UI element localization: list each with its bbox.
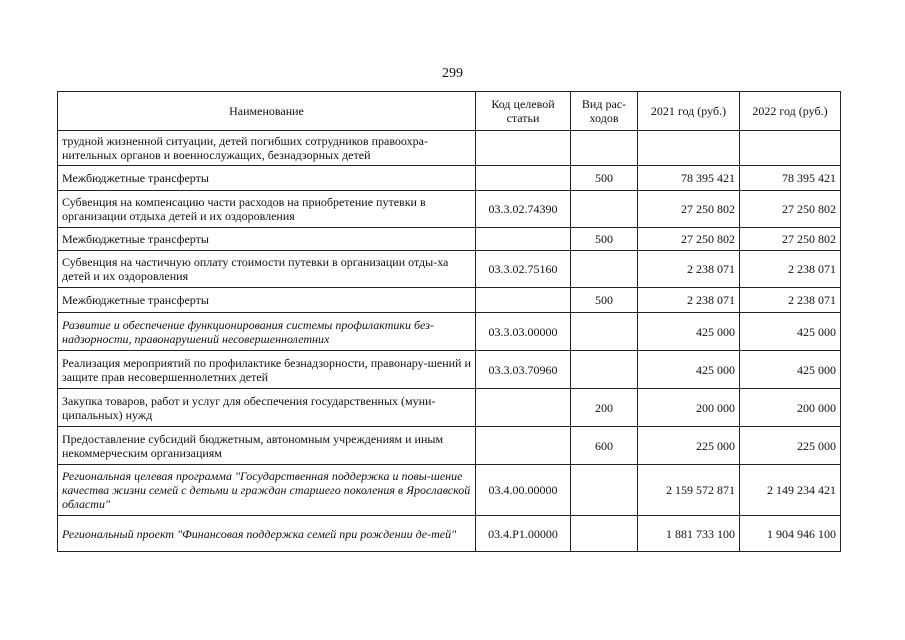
table-row [58,427,841,465]
row-expense-kind-cell [571,251,638,288]
row-amount-2021-cell [638,131,740,166]
row-target-code-cell: 03.3.03.70960 [476,351,571,389]
row-target-code-cell [476,228,571,251]
row-amount-2021-cell: 200 000 [638,389,740,427]
row-amount-2022-cell [740,131,841,166]
row-amount-2021-cell: 1 881 733 100 [638,516,740,552]
row-amount-2022-cell: 27 250 802 [740,191,841,228]
table-row [58,516,841,552]
row-amount-2021-cell: 2 238 071 [638,251,740,288]
row-expense-kind-cell: 500 [571,228,638,251]
row-target-code-cell [476,288,571,313]
table-row [58,389,841,427]
row-target-code-cell: 03.3.02.74390 [476,191,571,228]
row-expense-kind-cell [571,131,638,166]
row-expense-kind-cell [571,351,638,389]
row-target-code-cell [476,131,571,166]
row-target-code-cell: 03.3.02.75160 [476,251,571,288]
table-row [58,131,841,166]
table-header-row [58,92,841,131]
row-name-cell: Межбюджетные трансферты [58,288,476,313]
row-target-code-cell: 03.3.03.00000 [476,313,571,351]
row-amount-2022-cell: 2 238 071 [740,288,841,313]
row-expense-kind-cell [571,191,638,228]
table-body [58,131,841,552]
row-expense-kind-cell [571,516,638,552]
row-name-cell: Региональный проект "Финансовая поддержка семей при рождении де-тей" [58,516,476,552]
row-name-cell: Межбюджетные трансферты [58,228,476,251]
row-target-code-cell [476,389,571,427]
row-amount-2021-cell: 225 000 [638,427,740,465]
row-amount-2022-cell: 1 904 946 100 [740,516,841,552]
row-amount-2022-cell: 425 000 [740,313,841,351]
row-target-code-cell [476,166,571,191]
row-target-code-cell: 03.4.00.00000 [476,465,571,516]
row-name-cell: Закупка товаров, работ и услуг для обеспечения государственных (муни-ципальных) нужд [58,389,476,427]
row-amount-2021-cell: 425 000 [638,313,740,351]
row-amount-2021-cell: 78 395 421 [638,166,740,191]
row-amount-2022-cell: 2 238 071 [740,251,841,288]
row-expense-kind-cell: 600 [571,427,638,465]
table-row [58,465,841,516]
header-expense-kind: Вид рас-ходов [571,92,638,131]
row-name-cell: Субвенция на компенсацию части расходов на приобретение путевки в организации отдыха детей и их оздоровления [58,191,476,228]
row-expense-kind-cell: 500 [571,288,638,313]
table-row [58,351,841,389]
row-amount-2021-cell: 2 238 071 [638,288,740,313]
row-amount-2021-cell: 27 250 802 [638,228,740,251]
row-expense-kind-cell [571,313,638,351]
page-number: 299 [442,66,463,81]
row-amount-2021-cell: 425 000 [638,351,740,389]
table-row [58,313,841,351]
row-name-cell: Субвенция на частичную оплату стоимости путевки в организации отды-ха детей и их оздоровления [58,251,476,288]
budget-table [57,91,841,552]
row-expense-kind-cell: 500 [571,166,638,191]
table-row [58,288,841,313]
row-amount-2022-cell: 27 250 802 [740,228,841,251]
row-amount-2022-cell: 78 395 421 [740,166,841,191]
row-amount-2022-cell: 200 000 [740,389,841,427]
header-year-2021: 2021 год (руб.) [638,92,740,131]
row-name-cell: Региональная целевая программа "Государственная поддержка и повы-шение качества жизни семей с детьми и граждан старшего поколения в Ярославской области" [58,465,476,516]
row-amount-2022-cell: 425 000 [740,351,841,389]
table-row [58,166,841,191]
table-row [58,228,841,251]
row-expense-kind-cell [571,465,638,516]
row-name-cell: трудной жизненной ситуации, детей погибших сотрудников правоохра-нительных органов и военнослужащих, безнадзорных детей [58,131,476,166]
header-name: Наименование [58,92,476,131]
table-row [58,251,841,288]
table-row [58,191,841,228]
row-target-code-cell: 03.4.P1.00000 [476,516,571,552]
header-year-2022: 2022 год (руб.) [740,92,841,131]
header-target-code: Код целевой статьи [476,92,571,131]
row-name-cell: Развитие и обеспечение функционирования системы профилактики без-надзорности, правонарушений несовершеннолетних [58,313,476,351]
row-expense-kind-cell: 200 [571,389,638,427]
row-name-cell: Межбюджетные трансферты [58,166,476,191]
row-amount-2022-cell: 225 000 [740,427,841,465]
row-name-cell: Предоставление субсидий бюджетным, автономным учреждениям и иным некоммерческим организациям [58,427,476,465]
row-amount-2021-cell: 27 250 802 [638,191,740,228]
row-target-code-cell [476,427,571,465]
row-amount-2022-cell: 2 149 234 421 [740,465,841,516]
row-amount-2021-cell: 2 159 572 871 [638,465,740,516]
row-name-cell: Реализация мероприятий по профилактике безнадзорности, правонару-шений и защите прав несовершеннолетних детей [58,351,476,389]
